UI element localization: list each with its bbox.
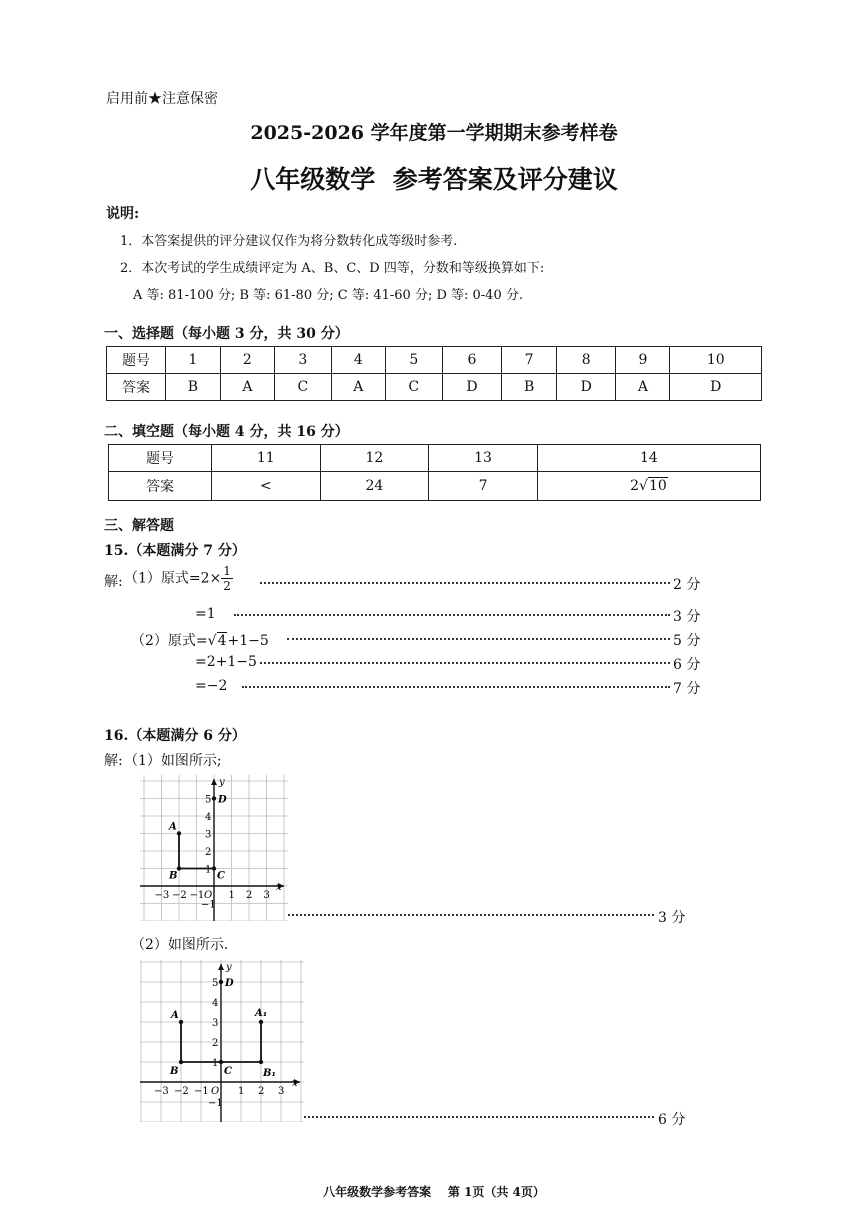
point-label: B xyxy=(170,1066,179,1077)
note-item-2: 2．本次考试的学生成绩评定为 A、B、C、D 四等，分数和等级换算如下: xyxy=(120,261,545,276)
q15-p2-radicand: 4 xyxy=(217,633,227,649)
q16-p1-text: （1）如图所示; xyxy=(124,753,222,769)
table-cell: 3 xyxy=(274,347,331,374)
section1-title: 一、选择题（每小题 3 分，共 30 分） xyxy=(104,326,349,342)
dot-leader xyxy=(234,614,670,616)
y-axis-arrow xyxy=(211,779,217,785)
table-cell: 1 xyxy=(166,347,221,374)
table-row xyxy=(109,445,761,472)
x-tick-label: 1 xyxy=(228,890,235,901)
y-tick-label: 4 xyxy=(212,998,219,1009)
table-cell: 4 xyxy=(331,347,385,374)
q16-title: 16.（本题满分 6 分） xyxy=(104,728,246,744)
point xyxy=(219,980,223,984)
fraction-numerator: 1 xyxy=(223,564,231,578)
x-tick-label: 1 xyxy=(238,1086,245,1097)
table-cell: A xyxy=(220,374,274,401)
origin-label: O xyxy=(211,1086,220,1097)
y-axis-label: y xyxy=(219,777,225,788)
table-cell: A xyxy=(616,374,670,401)
x-tick-label: 3 xyxy=(278,1086,285,1097)
point xyxy=(219,1060,223,1064)
table-cell: 24 xyxy=(320,472,429,501)
y-tick-label: 3 xyxy=(205,829,212,841)
point-label: D xyxy=(218,794,227,806)
table-cell: 9 xyxy=(616,347,670,374)
table-cell: B xyxy=(502,374,557,401)
point-label: A xyxy=(169,821,177,833)
q16-p2-score: 6 分 xyxy=(658,1112,686,1128)
point-label: C xyxy=(224,1066,232,1077)
dot-leader xyxy=(288,914,654,916)
dot-leader xyxy=(260,582,670,584)
row-label: 题号 xyxy=(107,347,166,374)
table-cell: 12 xyxy=(320,445,429,472)
q15-p2-line3: =−2 xyxy=(195,678,228,694)
dot-leader xyxy=(260,662,670,664)
answer14-radicand: 10 xyxy=(648,478,667,494)
q15-p2-line3-score: 7 分 xyxy=(673,681,701,697)
point-label: B xyxy=(169,870,178,882)
y-tick-label: 3 xyxy=(212,1018,219,1029)
table-cell: 7 xyxy=(502,347,557,374)
table-cell: 5 xyxy=(385,347,442,374)
x-tick-label: 3 xyxy=(263,890,270,901)
section2-title: 二、填空题（每小题 4 分，共 16 分） xyxy=(104,424,349,440)
q15-p2-rest: +1−5 xyxy=(227,633,269,649)
point xyxy=(177,866,181,870)
table-cell: 14 xyxy=(537,445,760,472)
q15-p1-expression xyxy=(124,564,233,593)
point-label: C xyxy=(217,870,225,882)
x-tick-label: −3 xyxy=(154,1086,169,1097)
section3-title: 三、解答题 xyxy=(104,518,174,534)
x-tick-label: −1 xyxy=(194,1086,209,1097)
choice-answer-table xyxy=(106,346,762,401)
page-title: 八年级数学 参考答案及评分建议 xyxy=(250,165,618,194)
x-axis-label: x xyxy=(292,1078,298,1089)
coordinate-graph-1 xyxy=(140,775,288,921)
dot-leader xyxy=(304,1116,654,1118)
table-cell: C xyxy=(274,374,331,401)
q15-p1-line2: =1 xyxy=(195,606,216,622)
y-tick-label: 2 xyxy=(205,847,212,858)
table-cell: B xyxy=(166,374,221,401)
q15-p2-expression: （2）原式=√4+1−5 xyxy=(131,633,269,649)
table-cell: 6 xyxy=(442,347,501,374)
q16-p2-text: （2）如图所示. xyxy=(131,937,229,953)
q15-p2-label: （2）原式= xyxy=(131,633,208,649)
point-label: A₁ xyxy=(255,1008,268,1019)
table-cell: < xyxy=(212,472,321,501)
q15-p2-line2: =2+1−5 xyxy=(195,654,257,670)
point-label: B₁ xyxy=(263,1068,276,1079)
y-tick-label: −1 xyxy=(208,1098,223,1109)
x-tick-label: −1 xyxy=(189,890,205,901)
x-tick-label: 2 xyxy=(258,1086,265,1097)
table-row xyxy=(107,347,762,374)
origin-label: O xyxy=(204,890,213,901)
x-tick-label: −2 xyxy=(174,1086,189,1097)
q15-p1-line2-score: 3 分 xyxy=(673,609,701,625)
table-cell: 10 xyxy=(670,347,762,374)
point xyxy=(259,1060,263,1064)
q15-p1-label: （1）原式=2× xyxy=(124,570,222,587)
x-tick-label: −2 xyxy=(172,890,187,901)
table-row xyxy=(109,472,761,501)
page-footer: 八年级数学参考答案 第 1页（共 4页） xyxy=(323,1185,545,1199)
dot-leader xyxy=(242,686,670,688)
q15-solve-label: 解: xyxy=(104,574,123,590)
y-tick-label: 4 xyxy=(205,812,212,823)
coordinate-graph-2 xyxy=(140,960,304,1122)
row-label: 答案 xyxy=(107,374,166,401)
q16-p1-score: 3 分 xyxy=(658,910,686,926)
table-cell: A xyxy=(331,374,385,401)
answer14-coef: 2 xyxy=(630,478,640,494)
q15-p1-score: 2 分 xyxy=(673,577,701,593)
point xyxy=(177,831,181,835)
point xyxy=(179,1020,183,1024)
dot-leader xyxy=(287,638,670,640)
x-tick-label: −3 xyxy=(154,890,170,901)
table-cell: D xyxy=(557,374,616,401)
table-cell: D xyxy=(442,374,501,401)
y-tick-label: 5 xyxy=(212,978,219,989)
table-cell: 7 xyxy=(429,472,538,501)
y-tick-label: −1 xyxy=(201,899,216,911)
fraction xyxy=(221,564,233,593)
point-label: A xyxy=(171,1010,179,1021)
y-axis-label: y xyxy=(226,962,232,973)
x-tick-label: 2 xyxy=(246,890,253,901)
y-axis-arrow xyxy=(218,964,224,970)
point xyxy=(259,1020,263,1024)
table-cell: D xyxy=(670,374,762,401)
y-tick-label: 1 xyxy=(212,1058,219,1069)
q15-title: 15.（本题满分 7 分） xyxy=(104,543,246,559)
table-cell: 2√10 xyxy=(537,472,760,501)
row-label: 答案 xyxy=(109,472,212,501)
fraction-denominator: 2 xyxy=(223,579,231,593)
point xyxy=(212,866,216,870)
exam-title: 2025-2026 学年度第一学期期末参考样卷 xyxy=(250,122,618,144)
point-label: D xyxy=(225,978,234,989)
q15-p2-score: 5 分 xyxy=(673,633,701,649)
point xyxy=(212,796,216,800)
q15-p2-line2-score: 6 分 xyxy=(673,657,701,673)
note-item-3: A 等: 81-100 分; B 等: 61-80 分; C 等: 41-60 分; D 等: 0-40 分. xyxy=(133,288,523,303)
q16-solve-label: 解: xyxy=(104,753,123,769)
table-cell: C xyxy=(385,374,442,401)
confidential-label: 启用前★注意保密 xyxy=(106,91,218,107)
point xyxy=(179,1060,183,1064)
y-tick-label: 2 xyxy=(212,1038,219,1049)
table-cell: 13 xyxy=(429,445,538,472)
y-tick-label: 5 xyxy=(205,794,212,806)
notes-heading: 说明: xyxy=(106,206,140,222)
table-cell: 11 xyxy=(212,445,321,472)
table-cell: 2 xyxy=(220,347,274,374)
table-row xyxy=(107,374,762,401)
y-tick-label: 1 xyxy=(205,864,212,876)
table-cell: 8 xyxy=(557,347,616,374)
note-item-1: 1．本答案提供的评分建议仅作为将分数转化成等级时参考. xyxy=(120,234,458,249)
row-label: 题号 xyxy=(109,445,212,472)
x-axis-label: x xyxy=(276,882,282,893)
fill-answer-table xyxy=(108,444,761,501)
